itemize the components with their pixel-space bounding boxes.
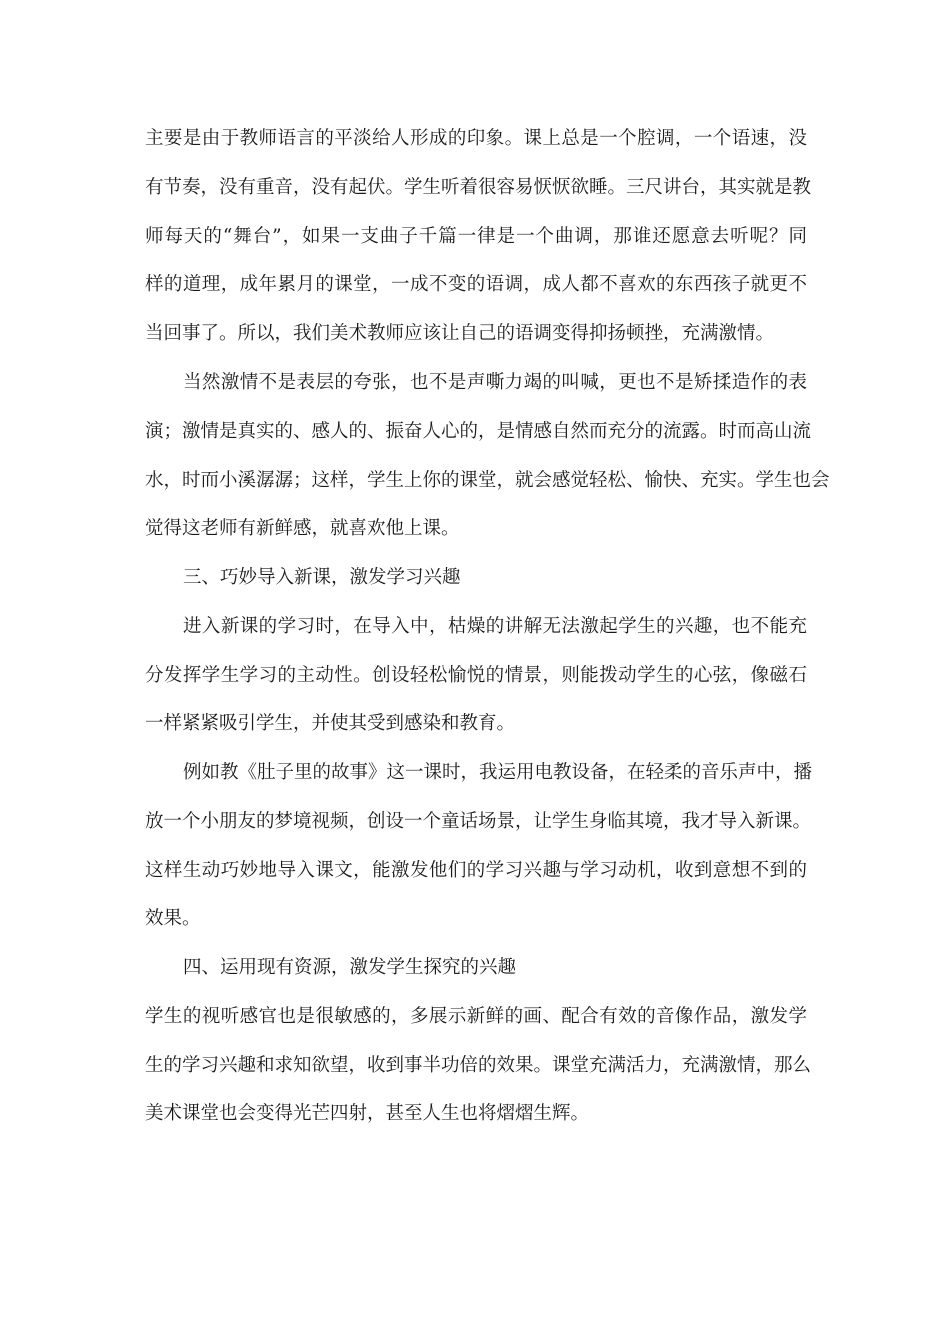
paragraph-2-line-3: 水，时而小溪潺潺；这样，学生上你的课堂，就会感觉轻松、愉快、充实。学生也会 [145, 470, 830, 491]
paragraph-7-line-1: 学生的视听感官也是很敏感的，多展示新鲜的画、配合有效的音像作品，激发学 [145, 1006, 807, 1027]
section-heading-4: 四、运用现有资源，激发学生探究的兴趣 [183, 957, 517, 978]
paragraph-1-line-5: 当回事了。所以，我们美术教师应该让自己的语调变得抑扬顿挫，充满激情。 [145, 323, 775, 344]
paragraph-2-line-2: 演；激情是真实的、感人的、振奋人心的，是情感自然而充分的流露。时而高山流 [145, 421, 812, 442]
paragraph-5-line-2: 放一个小朋友的梦境视频，创设一个童话场景，让学生身临其境，我才导入新课。 [145, 811, 812, 832]
paragraph-4-line-3: 一样紧紧吸引学生，并使其受到感染和教育。 [145, 713, 516, 734]
paragraph-4-line-2: 分发挥学生学习的主动性。创设轻松愉悦的情景，则能拨动学生的心弦，像磁石 [145, 665, 807, 686]
paragraph-5-line-1: 例如教《肚子里的故事》这一课时，我运用电教设备，在轻柔的音乐声中，播 [183, 762, 813, 783]
paragraph-2-line-4: 觉得这老师有新鲜感，就喜欢他上课。 [145, 518, 460, 539]
paragraph-7-line-2: 生的学习兴趣和求知欲望，收到事半功倍的效果。课堂充满活力，充满激情，那么 [145, 1055, 812, 1076]
paragraph-1-line-4: 样的道理，成年累月的课堂，一成不变的语调，成人都不喜欢的东西孩子就更不 [145, 274, 807, 295]
paragraph-5-line-4: 效果。 [145, 908, 201, 929]
paragraph-7-line-3: 美术课堂也会变得光芒四射，甚至人生也将熠熠生辉。 [145, 1103, 590, 1124]
section-heading-3: 三、巧妙导入新课，激发学习兴趣 [183, 567, 461, 588]
paragraph-4-line-1: 进入新课的学习时，在导入中，枯燥的讲解无法激起学生的兴趣，也不能充 [183, 616, 807, 637]
paragraph-1-line-3: 师每天的“舞台”，如果一支曲子千篇一律是一个曲调，那谁还愿意去听呢？同 [145, 226, 807, 247]
paragraph-5-line-3: 这样生动巧妙地导入课文，能激发他们的学习兴趣与学习动机，收到意想不到的 [145, 860, 807, 881]
paragraph-2-line-1: 当然激情不是表层的夸张，也不是声嘶力竭的叫喊，更也不是矫揉造作的表 [183, 372, 807, 393]
paragraph-1-line-2: 有节奏，没有重音，没有起伏。学生听着很容易恹恹欲睡。三尺讲台，其实就是教 [145, 177, 812, 198]
paragraph-1-line-1: 主要是由于教师语言的平淡给人形成的印象。课上总是一个腔调，一个语速，没 [145, 128, 807, 149]
